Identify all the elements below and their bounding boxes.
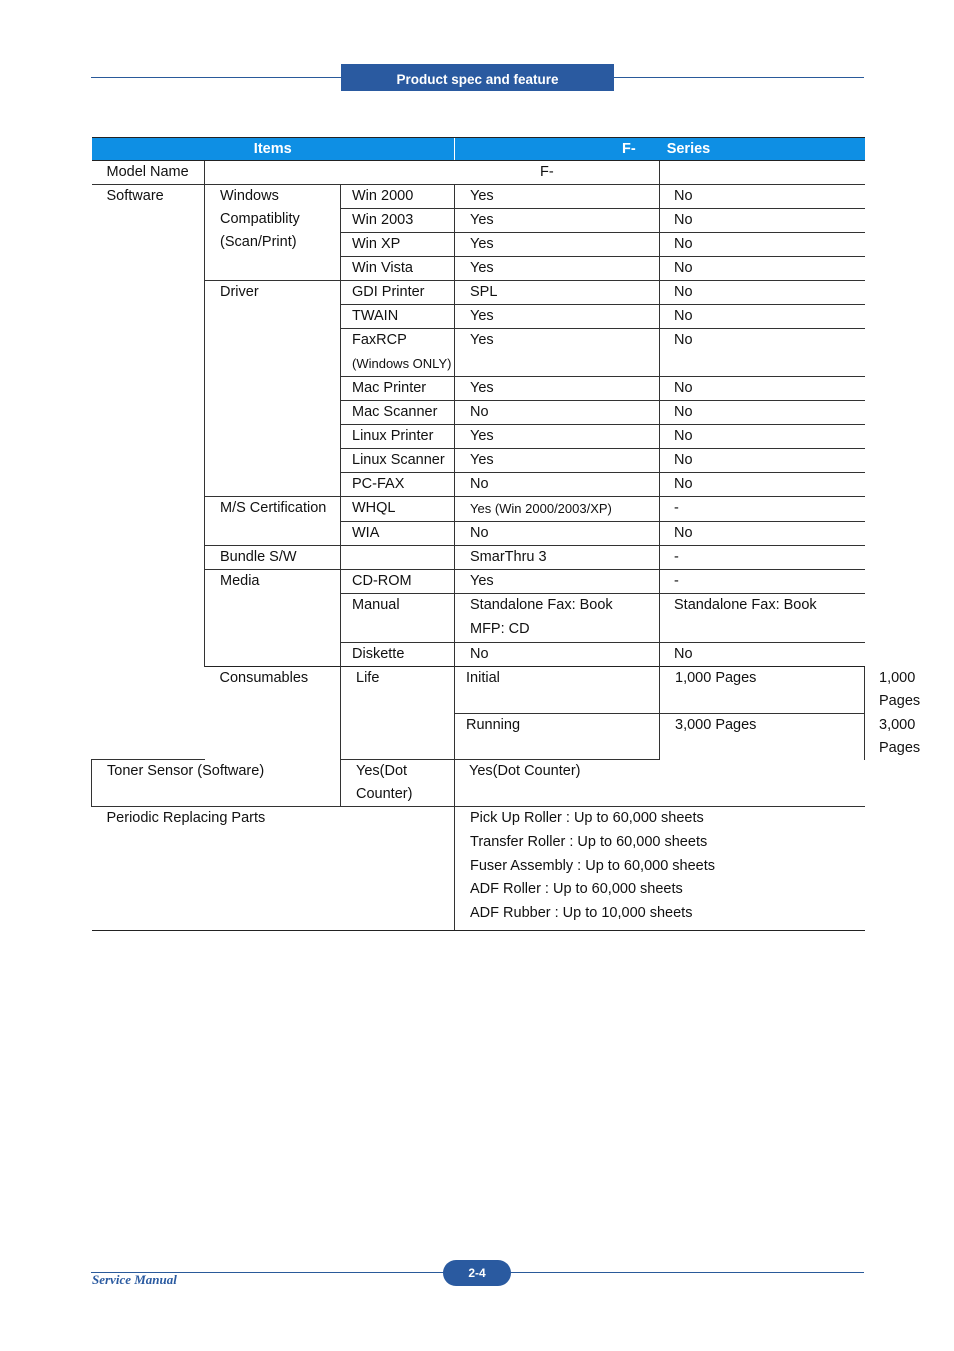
value-series-a: Standalone Fax: Book MFP: CD — [455, 594, 660, 643]
value-series-a: Yes (Win 2000/2003/XP) — [455, 497, 660, 522]
value-series-a: 3,000 Pages — [660, 713, 865, 760]
row-label: Linux Scanner — [341, 449, 455, 473]
value-series-a: Yes — [455, 209, 660, 233]
section-title: Product spec and feature — [341, 64, 614, 91]
value-series-b: No — [660, 185, 865, 209]
value-series-a: 1,000 Pages — [660, 666, 865, 713]
toner-sensor-label: Toner Sensor (Software) — [92, 760, 341, 807]
value-series-b: Yes(Dot Counter) — [455, 760, 660, 807]
value-series-b: - — [660, 570, 865, 594]
value-series-a: Yes — [455, 257, 660, 281]
table-row — [92, 570, 865, 594]
value-series-a: No — [455, 522, 660, 546]
row-label: GDI Printer — [341, 281, 455, 305]
row-label: FaxRCP (Windows ONLY) — [341, 329, 455, 377]
value-series-a: Yes — [455, 377, 660, 401]
row-label: Manual — [341, 594, 455, 643]
table-header-row — [92, 138, 865, 161]
bundle-label: Bundle S/W — [205, 546, 341, 570]
value-series-a: Yes(Dot Counter) — [341, 760, 455, 807]
value-series-a: No — [455, 401, 660, 425]
value-series-b: - — [660, 497, 865, 522]
footer-manual-label: Service Manual — [92, 1272, 177, 1287]
table-row — [92, 281, 865, 305]
value-series-b: No — [660, 233, 865, 257]
ms-cert-label: M/S Certification — [205, 497, 341, 546]
row-label: Mac Printer — [341, 377, 455, 401]
consumables-label: Consumables — [205, 666, 341, 807]
row-label: WHQL — [341, 497, 455, 522]
value-series-b: No — [660, 425, 865, 449]
head-series: F- Series — [455, 138, 865, 161]
row-label: CD-ROM — [341, 570, 455, 594]
table-row — [92, 760, 865, 807]
row-label: Win XP — [341, 233, 455, 257]
table-row — [92, 497, 865, 522]
value-series-a: Yes — [455, 305, 660, 329]
media-label: Media — [205, 570, 341, 667]
row-label: Initial — [455, 666, 660, 713]
value-series-b: No — [660, 281, 865, 305]
value-series-a: No — [455, 473, 660, 497]
value-series-b: No — [660, 401, 865, 425]
row-label: Win 2003 — [341, 209, 455, 233]
value-series-a: SPL — [455, 281, 660, 305]
table-row — [92, 546, 865, 570]
value-series-b: No — [660, 257, 865, 281]
spec-table — [91, 137, 921, 931]
value-series-b: No — [660, 329, 865, 377]
value-series-b: No — [660, 305, 865, 329]
value-series-a: Yes — [455, 425, 660, 449]
row-label: TWAIN — [341, 305, 455, 329]
value-series-a: Yes — [455, 185, 660, 209]
model-name-label: Model Name — [106, 164, 189, 180]
value-series-b: No — [660, 209, 865, 233]
value-series-b: No — [660, 473, 865, 497]
value-series-a: Yes — [455, 233, 660, 257]
row-label: Diskette — [341, 642, 455, 666]
value-series-a: Yes — [455, 449, 660, 473]
periodic-label: Periodic Replacing Parts — [92, 807, 455, 931]
software-label: Software — [92, 185, 205, 760]
value-series-b: No — [660, 377, 865, 401]
row-label: Win Vista — [341, 257, 455, 281]
row-label: Running — [455, 713, 660, 760]
value-series-a: Yes — [455, 329, 660, 377]
value-series-b: - — [660, 546, 865, 570]
model-name-value: F- — [205, 161, 660, 185]
windows-compat-label: Windows Compatiblity (Scan/Print) — [205, 185, 341, 281]
value-series-a: Yes — [455, 570, 660, 594]
row-label: Linux Printer — [341, 425, 455, 449]
life-label: Life — [341, 666, 455, 760]
table-row: Running 3,000 Pages 3,000 Pages — [92, 713, 865, 760]
row-label: Win 2000 — [341, 185, 455, 209]
periodic-parts-list: Pick Up Roller : Up to 60,000 sheets Transfer Roller : Up to 60,000 sheets Fuser Assembly : Up to 60,000 sheets ADF Roller : Up to 60,000 sheets ADF Rubber : Up to 10,000 sheets — [455, 807, 865, 931]
table-row: Consumables Life Initial 1,000 Pages 1,000 Pages — [92, 666, 865, 713]
table-row — [92, 807, 865, 931]
row-label: Mac Scanner — [341, 401, 455, 425]
table-row — [92, 161, 865, 185]
table-row — [92, 185, 865, 209]
value-series-b: No — [660, 522, 865, 546]
row-label: WIA — [341, 522, 455, 546]
driver-label: Driver — [205, 281, 341, 497]
head-items: Items — [92, 138, 455, 161]
value-series-a: No — [455, 642, 660, 666]
value-series-b: No — [660, 449, 865, 473]
value-series-b: No — [660, 642, 865, 666]
page-number: 2-4 — [443, 1260, 511, 1286]
value-series-a: SmarThru 3 — [455, 546, 660, 570]
value-series-b: Standalone Fax: Book — [660, 594, 865, 643]
row-label: PC-FAX — [341, 473, 455, 497]
